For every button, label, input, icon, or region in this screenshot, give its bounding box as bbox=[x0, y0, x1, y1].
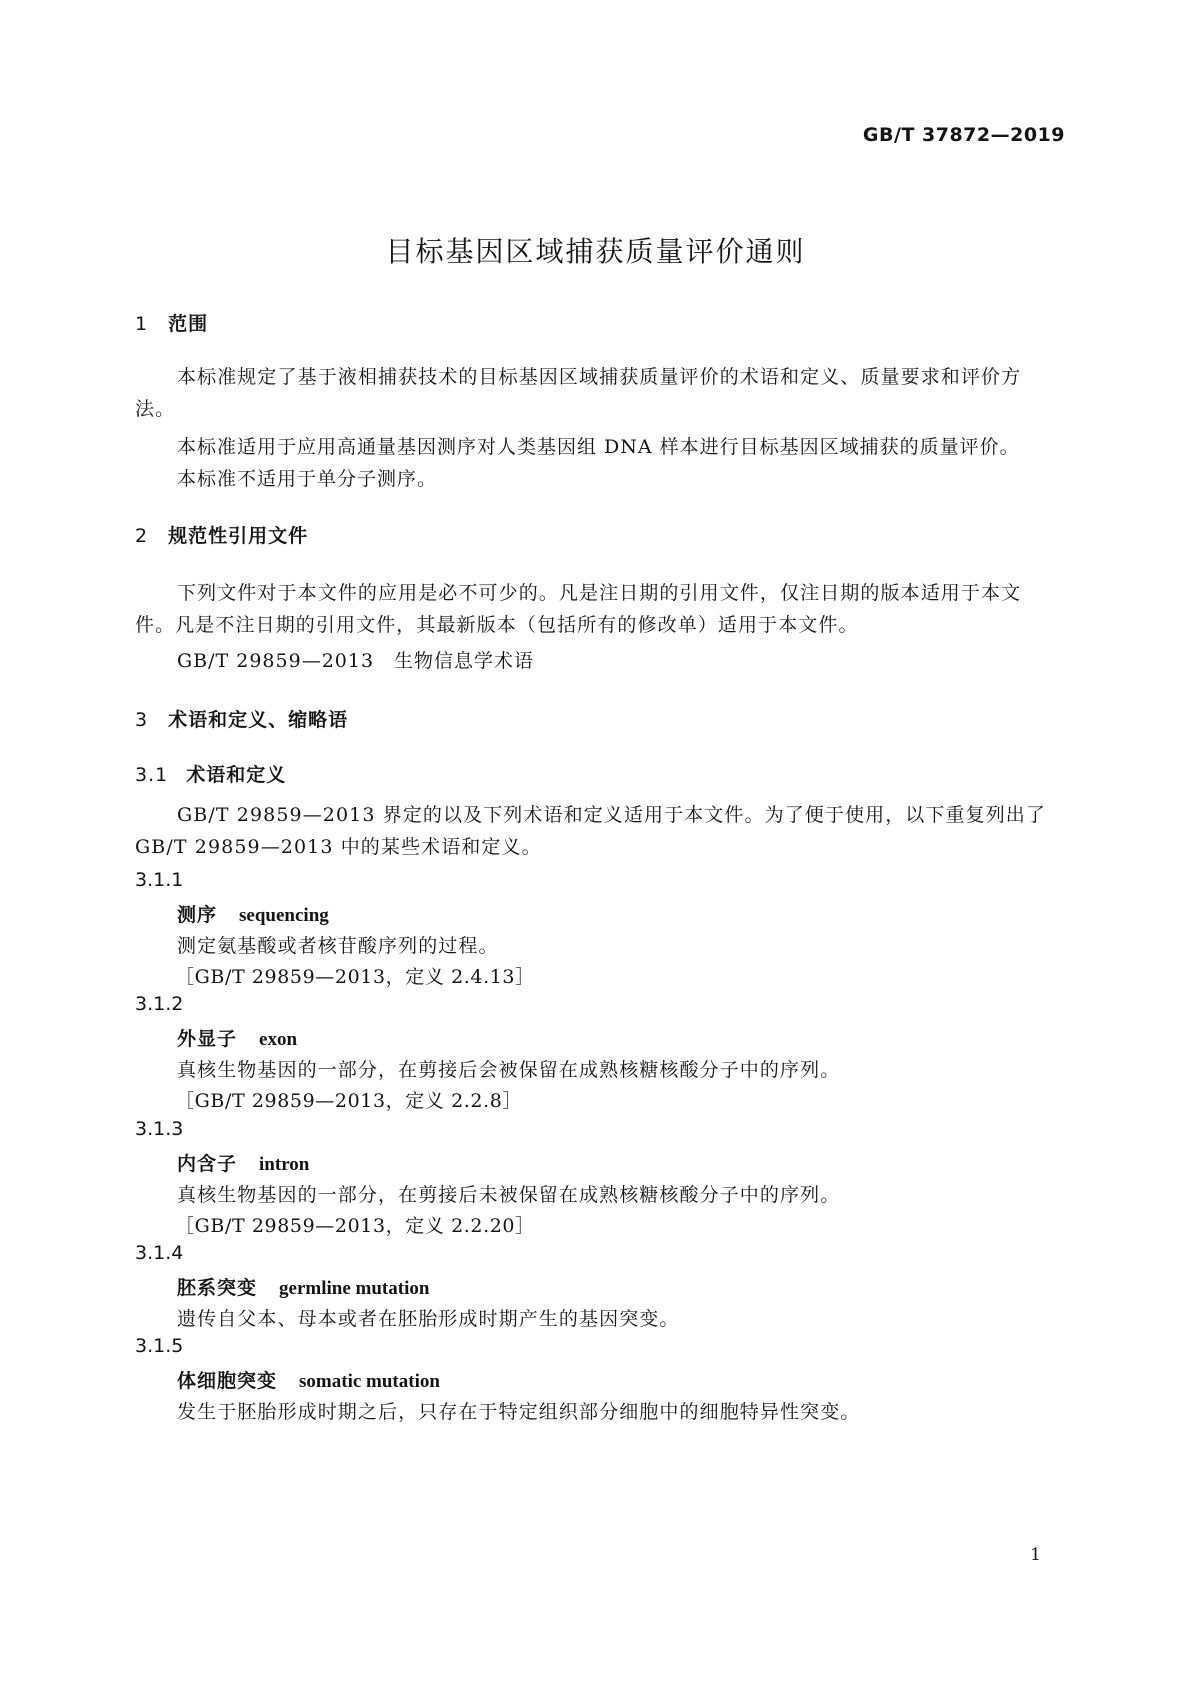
term-number: 3.1.1 bbox=[135, 869, 184, 891]
term-heading bbox=[177, 900, 329, 927]
term-chinese: 内含子 bbox=[177, 1153, 238, 1175]
term-number: 3.1.2 bbox=[135, 993, 184, 1015]
term-source: ［GB/T 29859—2013，定义 2.2.20］ bbox=[175, 1215, 535, 1237]
term-source: ［GB/T 29859—2013，定义 2.4.13］ bbox=[175, 966, 535, 988]
term-definition: 发生于胚胎形成时期之后，只存在于特定组织部分细胞中的细胞特异性突变。 bbox=[177, 1401, 861, 1423]
term-chinese: 测序 bbox=[177, 904, 218, 926]
document-title: 目标基因区域捕获质量评价通则 bbox=[385, 235, 806, 268]
term-english: germline mutation bbox=[279, 1278, 430, 1299]
section-title: 规范性引用文件 bbox=[168, 525, 309, 547]
term-chinese: 体细胞突变 bbox=[177, 1370, 278, 1392]
section-title: 术语和定义 bbox=[186, 764, 287, 786]
section-title: 范围 bbox=[168, 313, 209, 335]
term-heading bbox=[177, 1024, 297, 1051]
term-english: intron bbox=[259, 1154, 310, 1175]
terms-intro-paragraph: GB/T 29859—2013 界定的以及下列术语和定义适用于本文件。为了便于使用，以下重复列出了GB/T 29859—2013 中的某些术语和定义。 bbox=[135, 804, 1046, 858]
term-english: somatic mutation bbox=[299, 1371, 440, 1392]
section-2-heading bbox=[135, 521, 308, 548]
term-heading bbox=[177, 1273, 429, 1300]
term-definition: 真核生物基因的一部分，在剪接后会被保留在成熟核糖核酸分子中的序列。 bbox=[177, 1059, 841, 1081]
standard-number: GB/T 37872—2019 bbox=[862, 124, 1065, 146]
scope-paragraph-1: 本标准规定了基于液相捕获技术的目标基因区域捕获质量评价的术语和定义、质量要求和评价方法。 bbox=[135, 366, 1022, 420]
term-definition: 遗传自父本、母本或者在胚胎形成时期产生的基因突变。 bbox=[177, 1308, 680, 1330]
term-english: sequencing bbox=[239, 905, 329, 926]
section-number: 3.1 bbox=[135, 764, 169, 786]
term-heading bbox=[177, 1366, 440, 1393]
term-chinese: 外显子 bbox=[177, 1028, 238, 1050]
term-number: 3.1.5 bbox=[135, 1335, 184, 1357]
section-title: 术语和定义、缩略语 bbox=[168, 709, 349, 731]
subsection-3-1-heading bbox=[135, 760, 286, 787]
term-source: ［GB/T 29859—2013，定义 2.2.8］ bbox=[175, 1090, 523, 1112]
section-1-heading bbox=[135, 309, 208, 336]
page-number: 1 bbox=[1030, 1545, 1041, 1565]
section-3-heading bbox=[135, 705, 348, 732]
section-number: 1 bbox=[135, 313, 149, 335]
normative-reference: GB/T 29859—2013 生物信息学术语 bbox=[177, 650, 535, 672]
scope-paragraph-3: 本标准不适用于单分子测序。 bbox=[177, 468, 438, 490]
scope-paragraph-2: 本标准适用于应用高通量基因测序对人类基因组 DNA 样本进行目标基因区域捕获的质量评价。 bbox=[177, 436, 1020, 458]
section-number: 3 bbox=[135, 709, 149, 731]
term-english: exon bbox=[259, 1029, 298, 1050]
term-number: 3.1.3 bbox=[135, 1118, 184, 1140]
term-heading bbox=[177, 1149, 309, 1176]
section-number: 2 bbox=[135, 525, 149, 547]
normative-ref-paragraph: 下列文件对于本文件的应用是必不可少的。凡是注日期的引用文件，仅注日期的版本适用于本文件。凡是不注日期的引用文件，其最新版本（包括所有的修改单）适用于本文件。 bbox=[135, 582, 1022, 636]
term-definition: 测定氨基酸或者核苷酸序列的过程。 bbox=[177, 935, 499, 957]
term-definition: 真核生物基因的一部分，在剪接后未被保留在成熟核糖核酸分子中的序列。 bbox=[177, 1184, 841, 1206]
term-number: 3.1.4 bbox=[135, 1242, 184, 1264]
term-chinese: 胚系突变 bbox=[177, 1277, 258, 1299]
